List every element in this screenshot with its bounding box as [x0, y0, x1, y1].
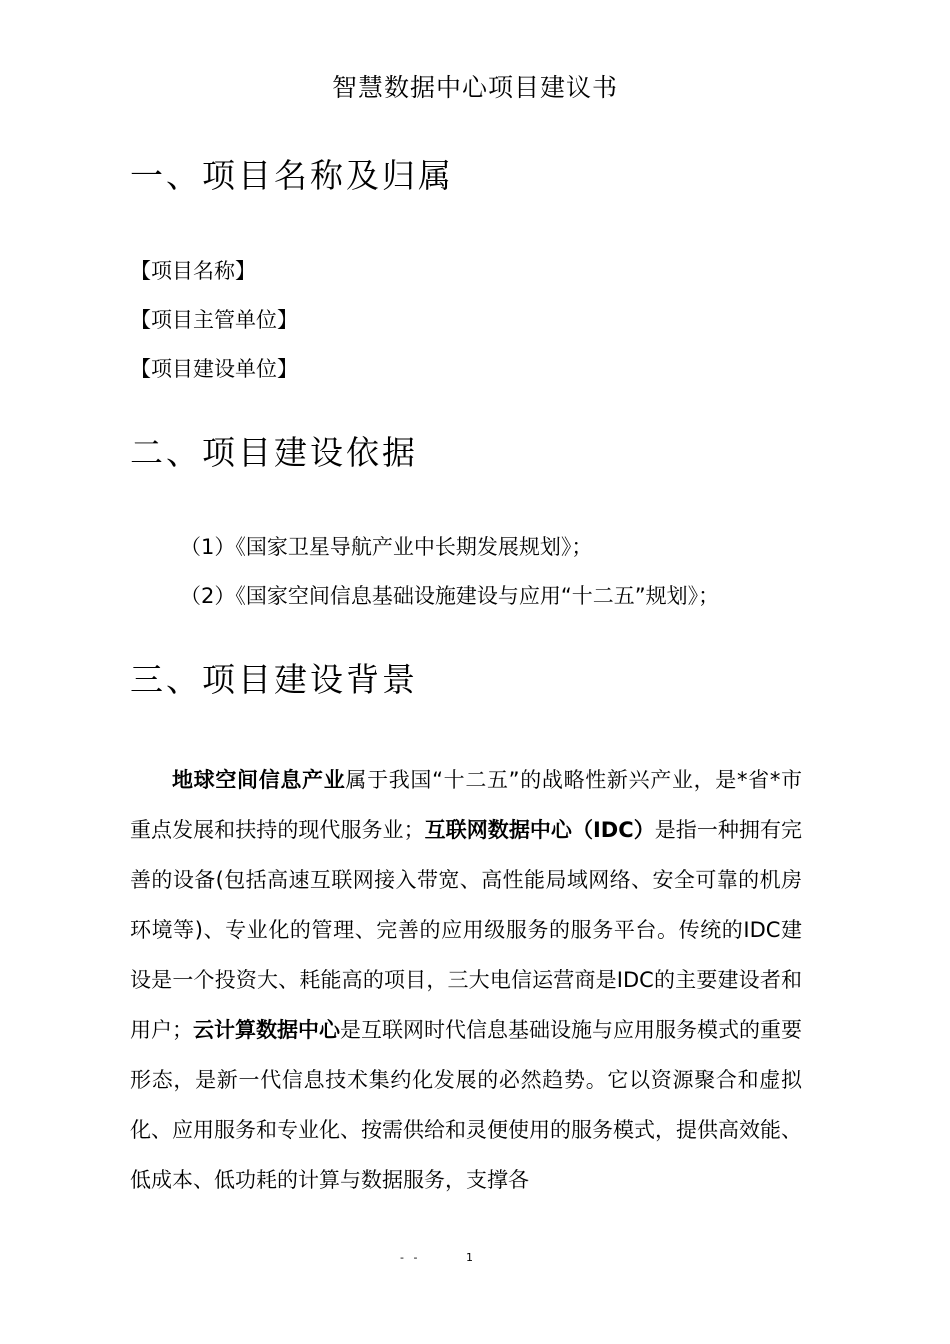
paragraph-text-2: 是指一种拥有完善的设备(包括高速互联网接入带宽、高性能局域网络、安全可靠的机房环境等)、专业化的管理、完善的应用级服务的服务平台。传统的IDC建设是一个投资大、耗能高的项目，三大电信运营商是IDC的主要建设者和用户；	[130, 818, 803, 1042]
field-supervising-unit: 【项目主管单位】	[130, 308, 298, 332]
background-paragraph	[130, 755, 802, 1205]
field-construction-unit: 【项目建设单位】	[130, 357, 298, 381]
footer-dashes: - -	[400, 1251, 421, 1264]
field-project-name: 【项目名称】	[130, 259, 256, 283]
paragraph-text-3: 是互联网时代信息基础设施与应用服务模式的重要形态，是新一代信息技术集约化发展的必然趋势。它以资源聚合和虚拟化、应用服务和专业化、按需供给和灵便使用的服务模式，提供高效能、低成本、低功耗的计算与数据服务，支撑各	[130, 1018, 802, 1192]
section-heading-basis: 二、项目建设依据	[130, 433, 418, 472]
basis-item-2: （2）《国家空间信息基础设施建设与应用“十二五”规划》；	[180, 584, 720, 608]
section-heading-background: 三、项目建设背景	[130, 660, 418, 699]
basis-item-1: （1）《国家卫星导航产业中长期发展规划》；	[180, 535, 593, 559]
paragraph-text-1: 属于我国“十二五”的战略性新兴产业，是*省*市重点发展和扶持的现代服务业；	[130, 768, 803, 842]
term-geospatial-industry: 地球空间信息产业	[172, 768, 346, 792]
section-heading-name-affiliation: 一、项目名称及归属	[130, 156, 454, 195]
page-number: 1	[466, 1251, 473, 1264]
term-cloud-datacenter: 云计算数据中心	[193, 1018, 340, 1042]
document-title: 智慧数据中心项目建议书	[331, 73, 618, 102]
term-idc: 互联网数据中心（IDC）	[424, 818, 655, 842]
